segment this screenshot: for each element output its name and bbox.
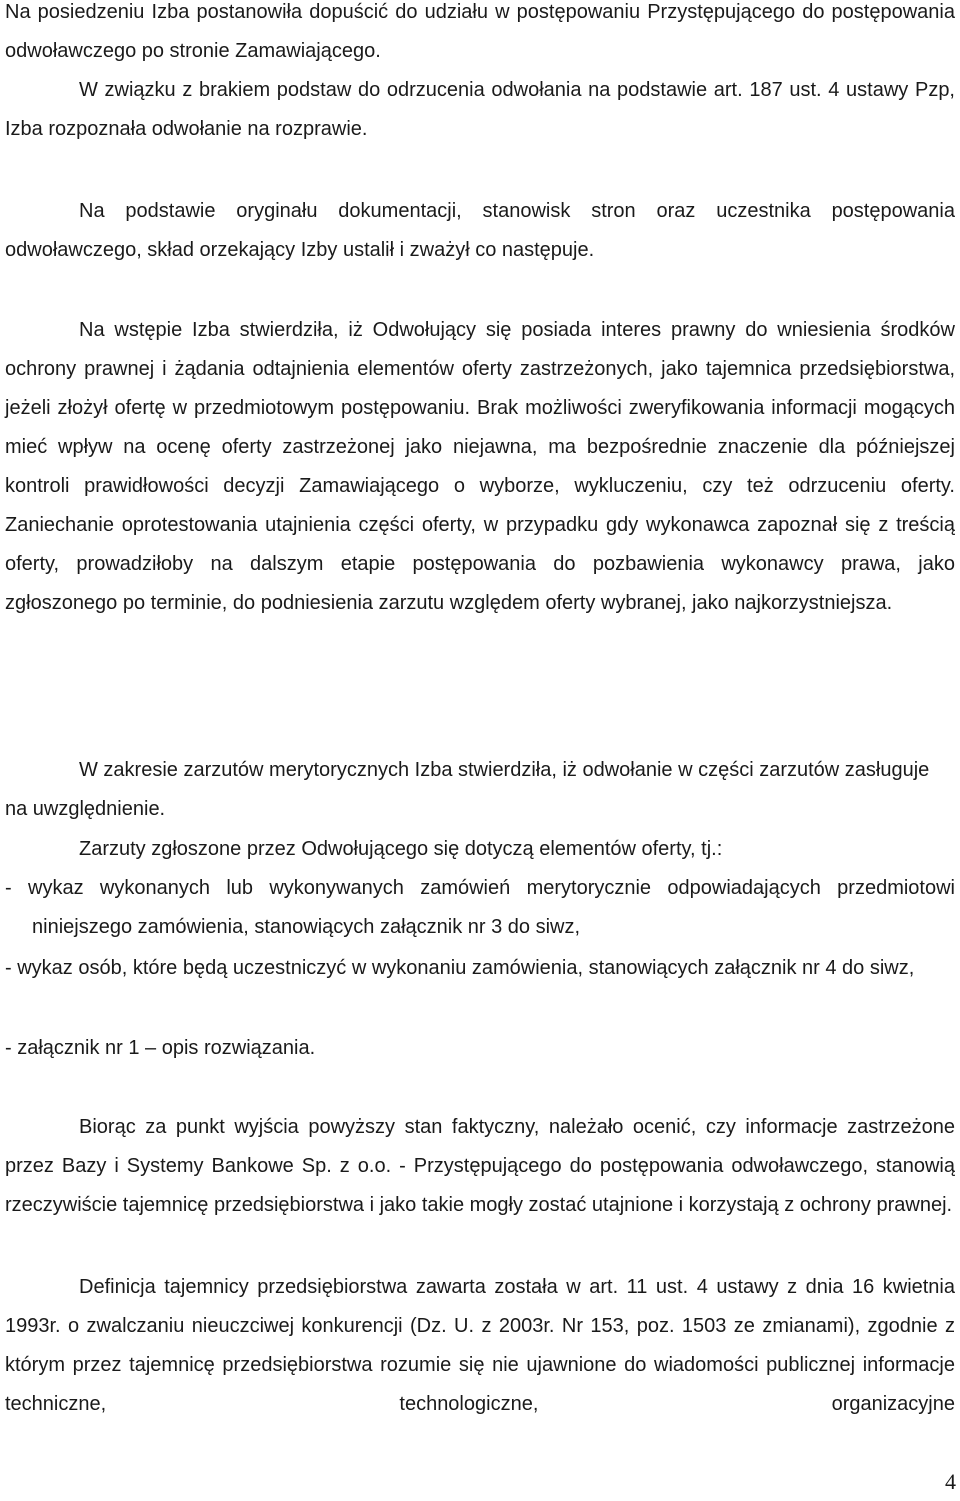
paragraph-session: Na posiedzeniu Izba postanowiła dopuścić do udziału w postępowaniu Przystępującego do postępowania odwoławczego po stronie Zamawiającego. xyxy=(5,1,955,62)
paragraph-assessment: Biorąc za punkt wyjścia powyższy stan faktyczny, należało ocenić, czy informacje zastrzeżone przez Bazy i Systemy Bankowe Sp. z o.o. - Przystępującego do postępowania odwoławczego, stanowią rzeczywiście tajemnicę przedsiębiorstwa i jako takie mogły zostać utajnione i korzystają z ochrony prawnej. xyxy=(5,1116,955,1216)
list-item-persons-list: - wykaz osób, które będą uczestniczyć w wykonaniu zamówienia, stanowiących załącznik nr 4 do siwz, xyxy=(5,957,915,979)
list-item-works-list: - wykaz wykonanych lub wykonywanych zamówień merytorycznie odpowiadających przedmiotowi niniejszego zamówienia, stanowiących załącznik nr 3 do siwz, xyxy=(5,877,955,938)
paragraph-hearing: W związku z brakiem podstaw do odrzucenia odwołania na podstawie art. 187 ust. 4 ustawy Pzp, Izba rozpoznała odwołanie na rozprawie. xyxy=(5,79,955,140)
list-item-attachment: - załącznik nr 1 – opis rozwiązania. xyxy=(5,1037,316,1059)
paragraph-legal-interest: Na wstępie Izba stwierdziła, iż Odwołujący się posiada interes prawny do wniesienia środków ochrony prawnej i żądania odtajnienia elementów oferty zastrzeżonych, jako tajemnica przedsiębiorstwa, jeżeli złożył ofertę w przedmiotowym postępowaniu. Brak możliwości zweryfikowania informacji mogących mieć wpływ na ocenę oferty zastrzeżonej jako niejawna, ma bezpośrednie znaczenie dla późniejszej kontroli prawidłowości decyzji Zamawiającego o wyborze, wykluczeniu, czy też odrzuceniu oferty. Zaniechanie oprotestowania utajnienia części oferty, w przypadku gdy wykonawca zapoznał się z treścią oferty, prowadziłoby na dalszym etapie postępowania do pozbawienia wykonawcy prawa, jako zgłoszonego po terminie, do podniesienia zarzutu względem oferty wybranej, jako najkorzystniejsza. xyxy=(5,319,955,614)
paragraph-merits: W zakresie zarzutów merytorycznych Izba stwierdziła, iż odwołanie w części zarzutów zasługuje na uwzględnienie. xyxy=(5,759,930,820)
page-number: 4 xyxy=(945,1469,956,1494)
paragraph-definition: Definicja tajemnicy przedsiębiorstwa zawarta została w art. 11 ust. 4 ustawy z dnia 16 kwietnia 1993r. o zwalczaniu nieuczciwej konkurencji (Dz. U. z 2003r. Nr 153, poz. 1503 ze zmianami), zgodnie z którym przez tajemnicę przedsiębiorstwa rozumie się nie ujawnione do wiadomości publicznej informacje techniczne, technologiczne, organizacyjne xyxy=(5,1276,955,1415)
paragraph-charges-intro: Zarzuty zgłoszone przez Odwołującego się dotyczą elementów oferty, tj.: xyxy=(79,838,723,860)
paragraph-findings-basis: Na podstawie oryginału dokumentacji, stanowisk stron oraz uczestnika postępowania odwoławczego, skład orzekający Izby ustalił i zważył co następuje. xyxy=(5,200,955,261)
